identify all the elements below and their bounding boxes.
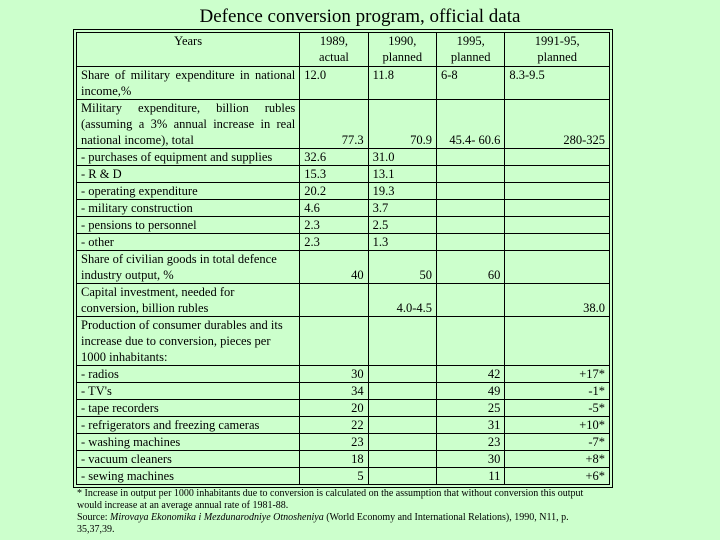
row-label: - purchases of equipment and supplies (77, 149, 300, 166)
footnotes (77, 488, 607, 536)
row-value-1990: 50 (368, 251, 436, 284)
row-value-1995: 30 (437, 451, 505, 468)
row-value-1995 (437, 166, 505, 183)
row-value-1991-95: +17* (505, 366, 610, 383)
row-value-1990: 31.0 (368, 149, 436, 166)
row-value-1991-95 (505, 317, 610, 366)
row-value-1995 (437, 149, 505, 166)
source-title: Mirovaya Ekonomika i Mezdunarodniye Otnosheniya (110, 512, 324, 523)
row-value-1995: 11 (437, 468, 505, 485)
row-value-1990: 70.9 (368, 100, 436, 149)
header-1989: 1989, actual (300, 33, 368, 67)
row-label: - operating expenditure (77, 183, 300, 200)
row-label: - other (77, 234, 300, 251)
table-row (77, 183, 610, 200)
row-value-1991-95 (505, 217, 610, 234)
row-label: Share of civilian goods in total defence industry output, % (77, 251, 300, 284)
source-rest: (World Economy and International Relations), 1990, N11, p. 35,37,39. (77, 512, 569, 535)
table-row (77, 67, 610, 100)
data-table-frame (73, 29, 613, 488)
row-value-1995 (437, 200, 505, 217)
row-value-1995: 6-8 (437, 67, 505, 100)
row-value-1989: 34 (300, 383, 368, 400)
page-title: Defence conversion program, official data (199, 6, 521, 27)
table-row (77, 284, 610, 317)
row-value-1991-95 (505, 200, 610, 217)
row-label: - R & D (77, 166, 300, 183)
row-value-1991-95: 8.3-9.5 (505, 67, 610, 100)
row-value-1989: 23 (300, 434, 368, 451)
row-value-1990 (368, 366, 436, 383)
row-value-1990: 3.7 (368, 200, 436, 217)
row-value-1990: 1.3 (368, 234, 436, 251)
row-value-1990 (368, 400, 436, 417)
header-1995: 1995, planned (437, 33, 505, 67)
row-value-1989: 77.3 (300, 100, 368, 149)
row-value-1990 (368, 383, 436, 400)
row-value-1995 (437, 234, 505, 251)
table-row (77, 100, 610, 149)
row-label: Capital investment, needed for conversion, billion rubles (77, 284, 300, 317)
table-row (77, 149, 610, 166)
table-row (77, 434, 610, 451)
header-1991-95: 1991-95, planned (505, 33, 610, 67)
row-value-1989: 22 (300, 417, 368, 434)
row-value-1990: 2.5 (368, 217, 436, 234)
row-value-1990 (368, 317, 436, 366)
row-label: Share of military expenditure in national income,% (77, 67, 300, 100)
table-row (77, 234, 610, 251)
row-label: Production of consumer durables and its increase due to conversion, pieces per 1000 inhabitants: (77, 317, 300, 366)
row-value-1990 (368, 434, 436, 451)
row-value-1989: 30 (300, 366, 368, 383)
row-value-1995 (437, 217, 505, 234)
row-value-1989: 18 (300, 451, 368, 468)
table-row (77, 451, 610, 468)
footnote: * Increase in output per 1000 inhabitants due to conversion is calculated on the assumption that without conversion this output would increase at an average annual rate of 1981-88. (77, 488, 584, 511)
table-row (77, 166, 610, 183)
row-value-1991-95: +6* (505, 468, 610, 485)
row-value-1995 (437, 183, 505, 200)
row-value-1995: 60 (437, 251, 505, 284)
row-value-1995: 31 (437, 417, 505, 434)
table-row (77, 317, 610, 366)
row-value-1990: 11.8 (368, 67, 436, 100)
row-value-1991-95: -1* (505, 383, 610, 400)
row-value-1995: 45.4- 60.6 (437, 100, 505, 149)
table-row (77, 383, 610, 400)
table-row (77, 217, 610, 234)
row-value-1989 (300, 317, 368, 366)
row-value-1995 (437, 317, 505, 366)
row-value-1991-95: 38.0 (505, 284, 610, 317)
row-value-1989: 15.3 (300, 166, 368, 183)
row-value-1990: 19.3 (368, 183, 436, 200)
row-value-1991-95: -7* (505, 434, 610, 451)
row-label: - military construction (77, 200, 300, 217)
row-value-1991-95: +10* (505, 417, 610, 434)
row-label: - tape recorders (77, 400, 300, 417)
row-value-1989: 2.3 (300, 234, 368, 251)
header-1990: 1990, planned (368, 33, 436, 67)
row-value-1995 (437, 284, 505, 317)
row-label: Military expenditure, billion rubles (assuming a 3% annual increase in real national income), total (77, 100, 300, 149)
row-value-1990 (368, 468, 436, 485)
row-label: - pensions to personnel (77, 217, 300, 234)
row-label: - vacuum cleaners (77, 451, 300, 468)
row-value-1991-95 (505, 251, 610, 284)
row-value-1990 (368, 417, 436, 434)
row-value-1991-95: -5* (505, 400, 610, 417)
source-note (77, 512, 607, 536)
row-value-1995: 49 (437, 383, 505, 400)
table-row (77, 468, 610, 485)
row-value-1991-95: +8* (505, 451, 610, 468)
row-value-1995: 42 (437, 366, 505, 383)
table-row (77, 251, 610, 284)
row-value-1990 (368, 451, 436, 468)
row-label: - washing machines (77, 434, 300, 451)
row-value-1995: 23 (437, 434, 505, 451)
row-value-1989 (300, 284, 368, 317)
row-value-1989: 2.3 (300, 217, 368, 234)
row-label: - refrigerators and freezing cameras (77, 417, 300, 434)
source-prefix: Source: (77, 512, 111, 523)
row-value-1991-95 (505, 183, 610, 200)
row-value-1995: 25 (437, 400, 505, 417)
row-label: - TV's (77, 383, 300, 400)
row-value-1989: 40 (300, 251, 368, 284)
header-row (77, 33, 610, 67)
row-value-1991-95 (505, 166, 610, 183)
row-value-1991-95 (505, 149, 610, 166)
row-value-1989: 32.6 (300, 149, 368, 166)
table-row (77, 366, 610, 383)
table-row (77, 417, 610, 434)
row-value-1990: 13.1 (368, 166, 436, 183)
row-label: - sewing machines (77, 468, 300, 485)
table-row (77, 200, 610, 217)
row-value-1989: 12.0 (300, 67, 368, 100)
data-table (76, 32, 610, 485)
row-value-1989: 20.2 (300, 183, 368, 200)
table-row (77, 400, 610, 417)
row-value-1989: 5 (300, 468, 368, 485)
row-value-1989: 4.6 (300, 200, 368, 217)
row-value-1989: 20 (300, 400, 368, 417)
header-label: Years (77, 33, 300, 67)
row-value-1991-95 (505, 234, 610, 251)
row-value-1990: 4.0-4.5 (368, 284, 436, 317)
row-value-1991-95: 280-325 (505, 100, 610, 149)
row-label: - radios (77, 366, 300, 383)
